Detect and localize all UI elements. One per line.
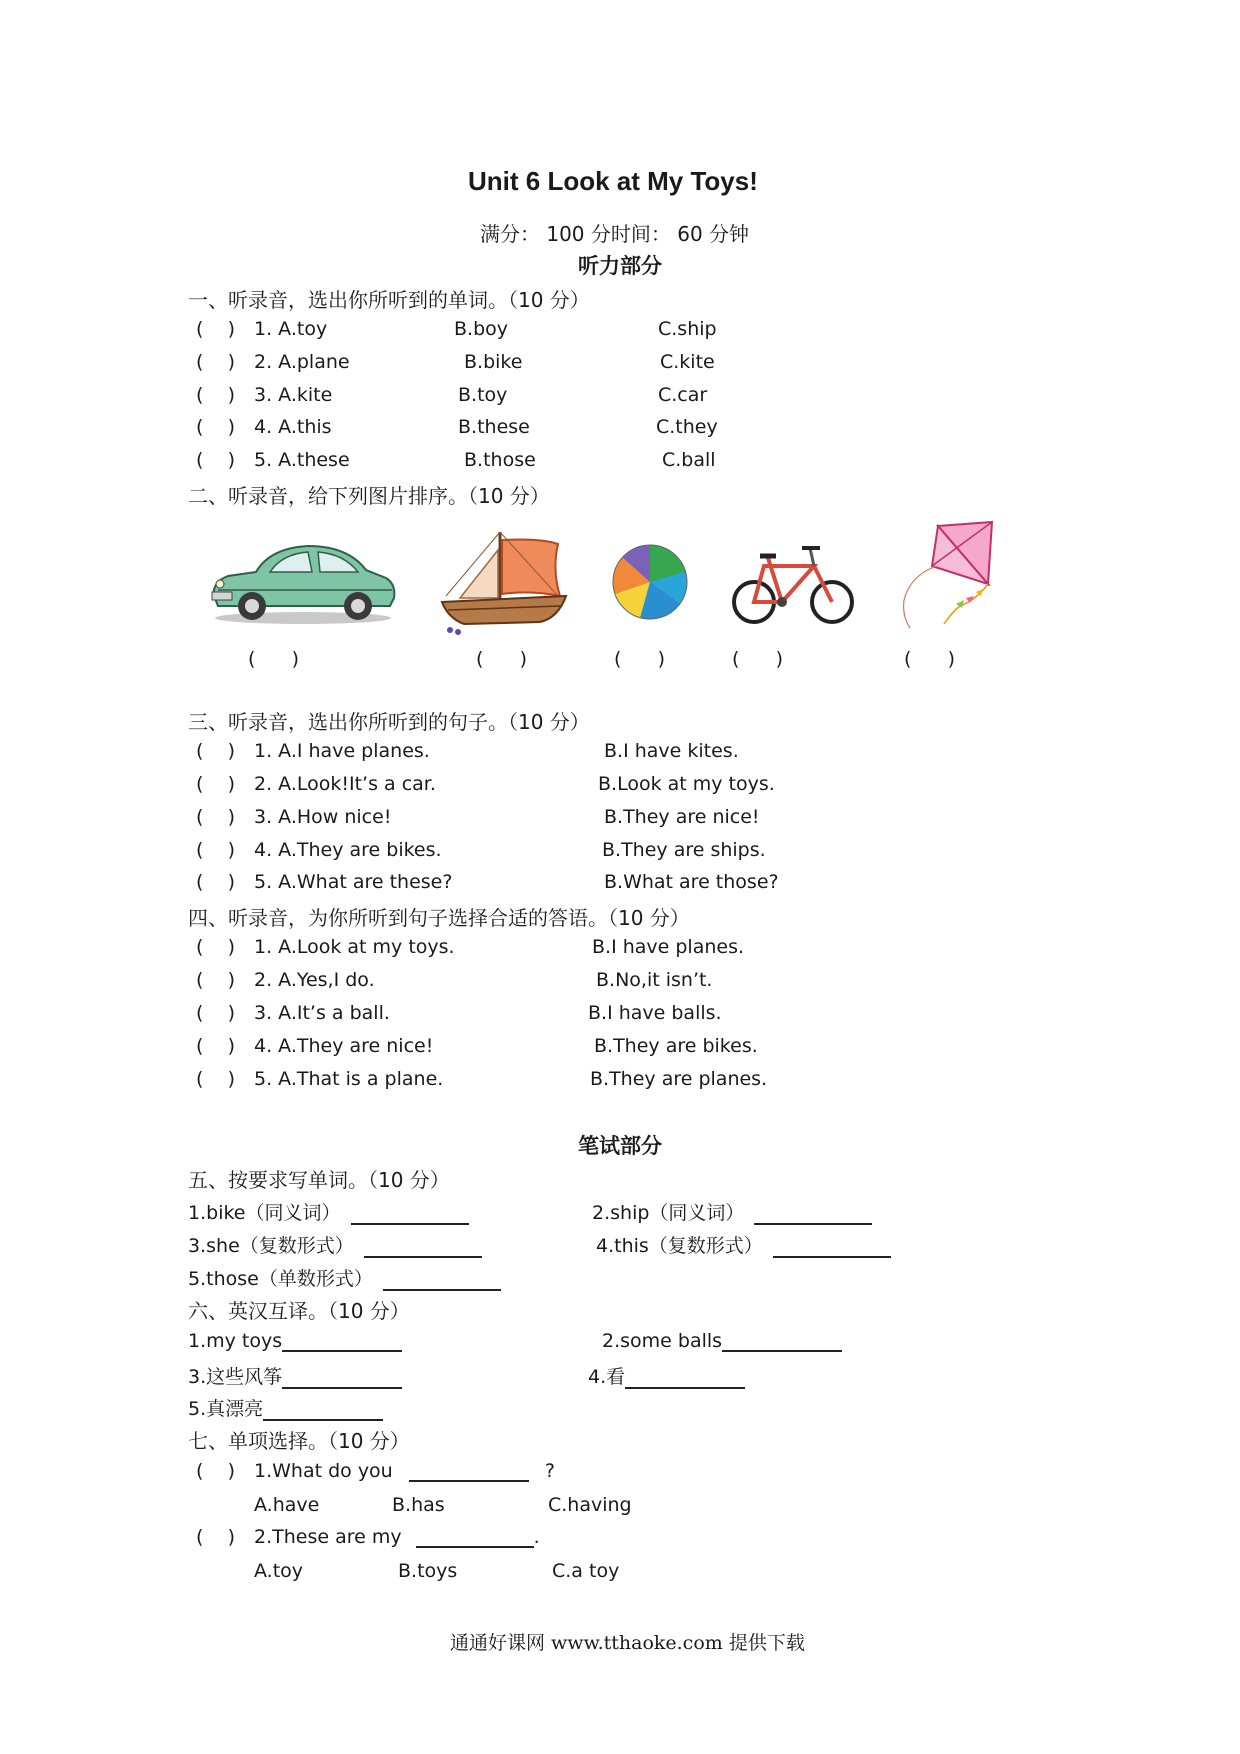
option-a: 3. A.It’s a ball. [254,1002,390,1024]
option-a: 2. A.Yes,I do. [254,969,375,991]
word-task-3 [188,1231,482,1258]
translate-task-2 [602,1330,842,1352]
ball-picture [610,542,690,622]
question-option-a: 2. A.plane [254,351,350,373]
word-task-2 [592,1198,872,1225]
answer-paren: ( ) [196,871,235,893]
answer-blank[interactable] [754,1203,872,1225]
page-title: Unit 6 Look at My Toys! [468,166,758,196]
section-4-heading: 四、听录音，为你所听到句子选择合适的答语。（10 分） [188,906,690,930]
option-a: 5. A.What are these? [254,871,453,893]
option-c: C.having [548,1494,632,1516]
option-b: B.toys [398,1560,458,1582]
choice-question-2 [254,1526,540,1548]
answer-blank[interactable] [625,1367,745,1389]
option-b: B.What are those? [604,871,779,893]
answer-paren: ( ) [196,936,235,958]
option-b: B.I have kites. [604,740,739,762]
option-a: 4. A.They are bikes. [254,839,442,861]
score-time-line: 满分： 100 分时间： 60 分钟 [480,222,750,246]
answer-blank[interactable] [364,1236,482,1258]
option-c: C.car [658,384,708,406]
answer-paren: ( ) [196,318,235,340]
option-c: C.kite [660,351,715,373]
option-b: B.toy [458,384,508,406]
option-b: B.boy [454,318,509,340]
option-b: B.No,it isn’t. [596,969,713,991]
question-stem: 1.What do you [254,1460,393,1482]
answer-paren: ( ) [196,740,235,762]
answer-blank[interactable] [282,1330,402,1352]
answer-paren: ( ) [196,351,235,373]
ship-picture [440,526,570,638]
option-b: B.They are nice! [604,806,760,828]
picture-4-answer-paren: ( ) [732,648,784,670]
section-5-heading: 五、按要求写单词。（10 分） [188,1168,450,1192]
section-6-heading: 六、英汉互译。（10 分） [188,1299,410,1323]
option-a: 5. A.That is a plane. [254,1068,444,1090]
answer-paren: ( ) [196,1460,235,1482]
word-task-1 [188,1198,469,1225]
bike-picture [730,540,856,626]
answer-paren: ( ) [196,969,235,991]
word-task-4 [596,1231,891,1258]
word-task-label: 3.she（复数形式） [188,1235,354,1257]
option-b: B.They are ships. [602,839,766,861]
answer-blank[interactable] [773,1236,891,1258]
translate-task-5 [188,1394,383,1421]
picture-5-answer-paren: ( ) [904,648,956,670]
option-b: B.They are planes. [590,1068,768,1090]
option-a: 1. A.Look at my toys. [254,936,455,958]
choice-question-1 [254,1460,555,1482]
translate-task-label: 1.my toys [188,1330,283,1352]
car-picture [208,534,398,626]
translate-task-4 [588,1362,745,1389]
translate-task-label: 4.看 [588,1366,626,1388]
option-b: B.They are bikes. [594,1035,758,1057]
answer-blank[interactable] [351,1203,469,1225]
question-option-a: 4. A.this [254,416,332,438]
option-c: C.ship [658,318,717,340]
answer-blank[interactable] [416,1526,534,1548]
footer-source: 通通好课网 www.tthaoke.com 提供下载 [450,1632,805,1654]
section-1-heading: 一、听录音，选出你所听到的单词。（10 分） [188,288,590,312]
answer-paren: ( ) [196,449,235,471]
picture-3-answer-paren: ( ) [614,648,666,670]
option-c: C.they [656,416,718,438]
writing-part-heading: 笔试部分 [578,1134,662,1158]
section-3-heading: 三、听录音，选出你所听到的句子。（10 分） [188,710,590,734]
answer-paren: ( ) [196,839,235,861]
kite-picture [896,520,1006,632]
option-b: B.these [458,416,530,438]
question-option-a: 1. A.toy [254,318,328,340]
answer-blank[interactable] [722,1330,842,1352]
question-stem: 2.These are my [254,1526,402,1548]
answer-paren: ( ) [196,1002,235,1024]
word-task-label: 1.bike（同义词） [188,1202,341,1224]
option-a: 1. A.I have planes. [254,740,430,762]
word-task-label: 5.those（单数形式） [188,1268,373,1290]
translate-task-label: 5.真漂亮 [188,1398,264,1420]
answer-paren: ( ) [196,773,235,795]
option-a: 2. A.Look!It’s a car. [254,773,436,795]
answer-blank[interactable] [409,1460,529,1482]
question-option-a: 3. A.kite [254,384,333,406]
question-option-a: 5. A.these [254,449,350,471]
word-task-label: 2.ship（同义词） [592,1202,745,1224]
word-task-label: 4.this（复数形式） [596,1235,763,1257]
option-b: B.I have balls. [588,1002,722,1024]
section-7-heading: 七、单项选择。（10 分） [188,1429,410,1453]
answer-paren: ( ) [196,384,235,406]
option-c: C.ball [662,449,716,471]
picture-2-answer-paren: ( ) [476,648,528,670]
option-a: 4. A.They are nice! [254,1035,434,1057]
option-a: A.have [254,1494,320,1516]
option-b: B.has [392,1494,445,1516]
question-end: . [533,1526,540,1548]
answer-paren: ( ) [196,416,235,438]
option-c: C.a toy [552,1560,620,1582]
question-end: ? [544,1460,555,1482]
translate-task-label: 3.这些风筝 [188,1366,283,1388]
answer-paren: ( ) [196,1068,235,1090]
picture-1-answer-paren: ( ) [248,648,300,670]
option-b: B.those [464,449,536,471]
translate-task-label: 2.some balls [602,1330,723,1352]
answer-blank[interactable] [383,1269,501,1291]
word-task-5 [188,1264,501,1291]
translate-task-3 [188,1362,402,1389]
option-a: A.toy [254,1560,304,1582]
translate-task-1 [188,1330,402,1352]
answer-blank[interactable] [263,1399,383,1421]
answer-paren: ( ) [196,1526,235,1548]
listening-part-heading: 听力部分 [578,254,662,278]
answer-paren: ( ) [196,1035,235,1057]
option-b: B.bike [464,351,523,373]
section-2-heading: 二、听录音，给下列图片排序。（10 分） [188,484,550,508]
option-b: B.I have planes. [592,936,745,958]
option-a: 3. A.How nice! [254,806,392,828]
answer-blank[interactable] [282,1367,402,1389]
answer-paren: ( ) [196,806,235,828]
option-b: B.Look at my toys. [598,773,775,795]
